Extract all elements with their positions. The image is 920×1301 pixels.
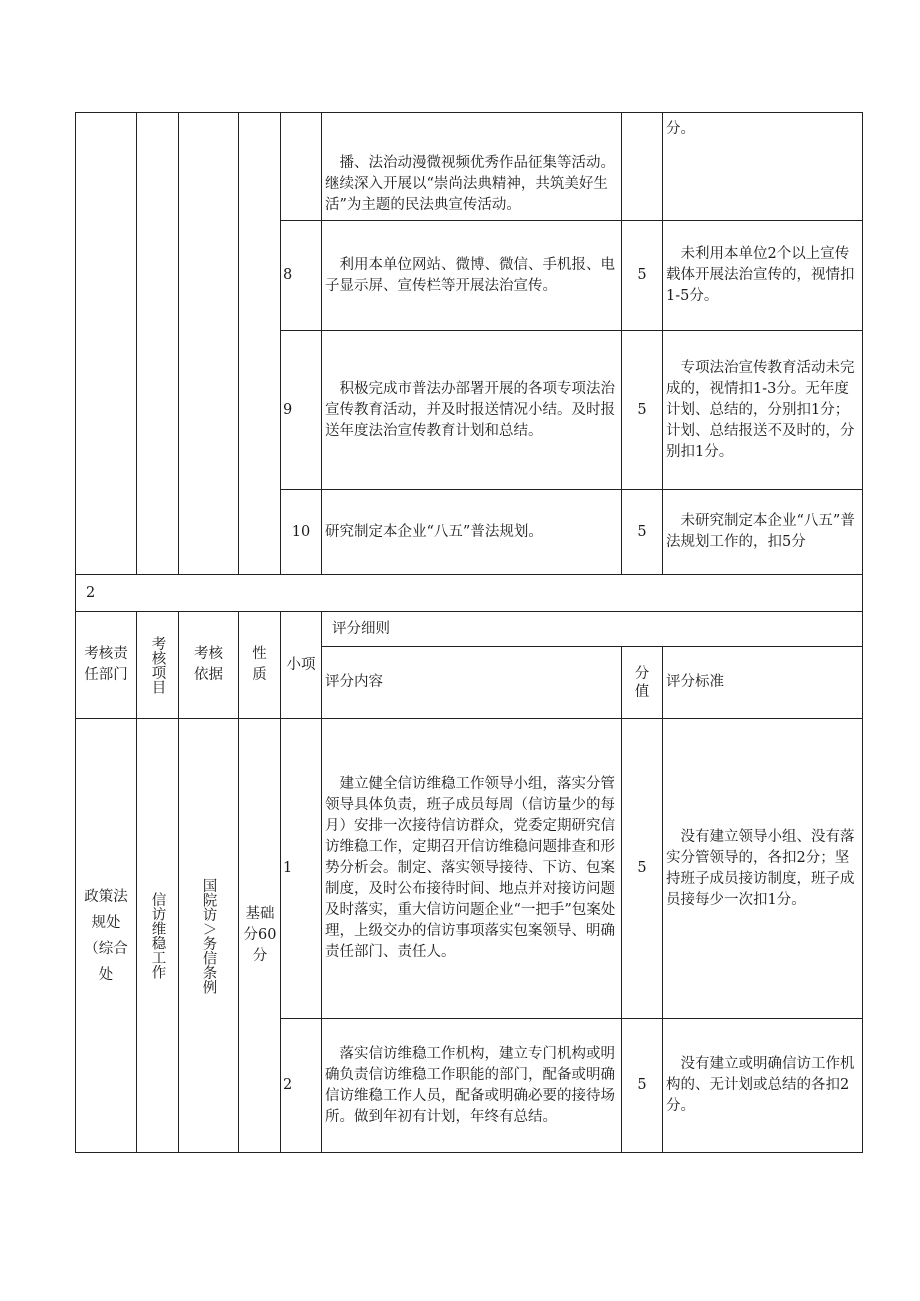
score-standard: 没有建立或明确信访工作机构的、无计划或总结的各扣2分。: [663, 1019, 863, 1153]
score-value: 5: [622, 1019, 663, 1153]
score-content: 利用本单位网站、微博、微信、手机报、电子显示屏、宣传栏等开展法治宣传。: [322, 221, 622, 331]
header-content: 评分内容: [322, 647, 622, 719]
score-content: 研究制定本企业“八五”普法规划。: [322, 490, 622, 575]
score-value: 5: [622, 490, 663, 575]
blank-nature-cell: [239, 113, 281, 575]
score-content: 建立健全信访维稳工作领导小组，落实分管领导具体负责，班子成员每周（信访量少的每月）安排一次接待信访群众，党委定期研究信访维稳工作，定期召开信访维稳问题排查和形势分析会。制定、落实领导接待、下访、包案制度，及时公布接待时间、地点并对接访问题及时落实，重大信访问题企业“一把手”包案处理，上级交办的信访事项落实包案领导、明确责任部门、责任人。: [322, 719, 622, 1019]
header-basis: 考核依据: [179, 612, 239, 719]
score-value: [622, 113, 663, 221]
blank-project-cell: [137, 113, 179, 575]
score-standard: 分。: [663, 113, 863, 221]
header-detail: 评分细则: [322, 612, 863, 647]
score-content: 落实信访维稳工作机构，建立专门机构或明确负责信访维稳工作职能的部门，配备或明确信访维稳工作人员，配备或明确必要的接待场所。做到年初有计划，年终有总结。: [322, 1019, 622, 1153]
header-item: 小项: [281, 612, 322, 719]
blank-basis-cell: [179, 113, 239, 575]
header-project: 考核项目: [137, 612, 179, 719]
basis-cell: 国院访＞务信条例: [179, 719, 239, 1153]
blank-dept-cell: [76, 113, 137, 575]
item-number: 9: [281, 331, 322, 490]
item-number: 8: [281, 221, 322, 331]
table-row: [76, 113, 863, 221]
section-label: 2: [76, 575, 863, 612]
score-value: 5: [622, 221, 663, 331]
score-content: 积极完成市普法办部署开展的各项专项法治宣传教育活动，并及时报送情况小结。及时报送年度法治宣传教育计划和总结。: [322, 331, 622, 490]
score-standard: 专项法治宣传教育活动未完成的，视情扣1-3分。无年度计划、总结的，分别扣1分；计划、总结报送不及时的，分别扣1分。: [663, 331, 863, 490]
section-row: [76, 575, 863, 612]
assessment-sheet: [75, 112, 862, 1153]
score-value: 5: [622, 719, 663, 1019]
item-number: 1: [281, 719, 322, 1019]
item-number: 2: [281, 1019, 322, 1153]
header-standard: 评分标准: [663, 647, 863, 719]
score-standard: 没有建立领导小组、没有落实分管领导的，各扣2分；坚持班子成员接访制度，班子成员接每少一次扣1分。: [663, 719, 863, 1019]
score-standard: 未利用本单位2个以上宣传载体开展法治宣传的，视情扣1-5分。: [663, 221, 863, 331]
project-cell: 信访维稳工作: [137, 719, 179, 1153]
dept-cell: 政策法规处（综合处: [76, 719, 137, 1153]
score-value: 5: [622, 331, 663, 490]
score-standard: 未研究制定本企业“八五”普法规划工作的，扣5分: [663, 490, 863, 575]
header-nature: 性质: [239, 612, 281, 719]
header-score: 分值: [622, 647, 663, 719]
header-dept: 考核责任部门: [76, 612, 137, 719]
item-number: 10: [281, 490, 322, 575]
item-number: [281, 113, 322, 221]
nature-cell: 基础分60分: [239, 719, 281, 1153]
assessment-table: [75, 112, 863, 1153]
header-row: [76, 612, 863, 647]
table-row: [76, 719, 863, 1019]
score-content: 播、法治动漫微视频优秀作品征集等活动。继续深入开展以“崇尚法典精神，共筑美好生活”为主题的民法典宣传活动。: [322, 113, 622, 221]
